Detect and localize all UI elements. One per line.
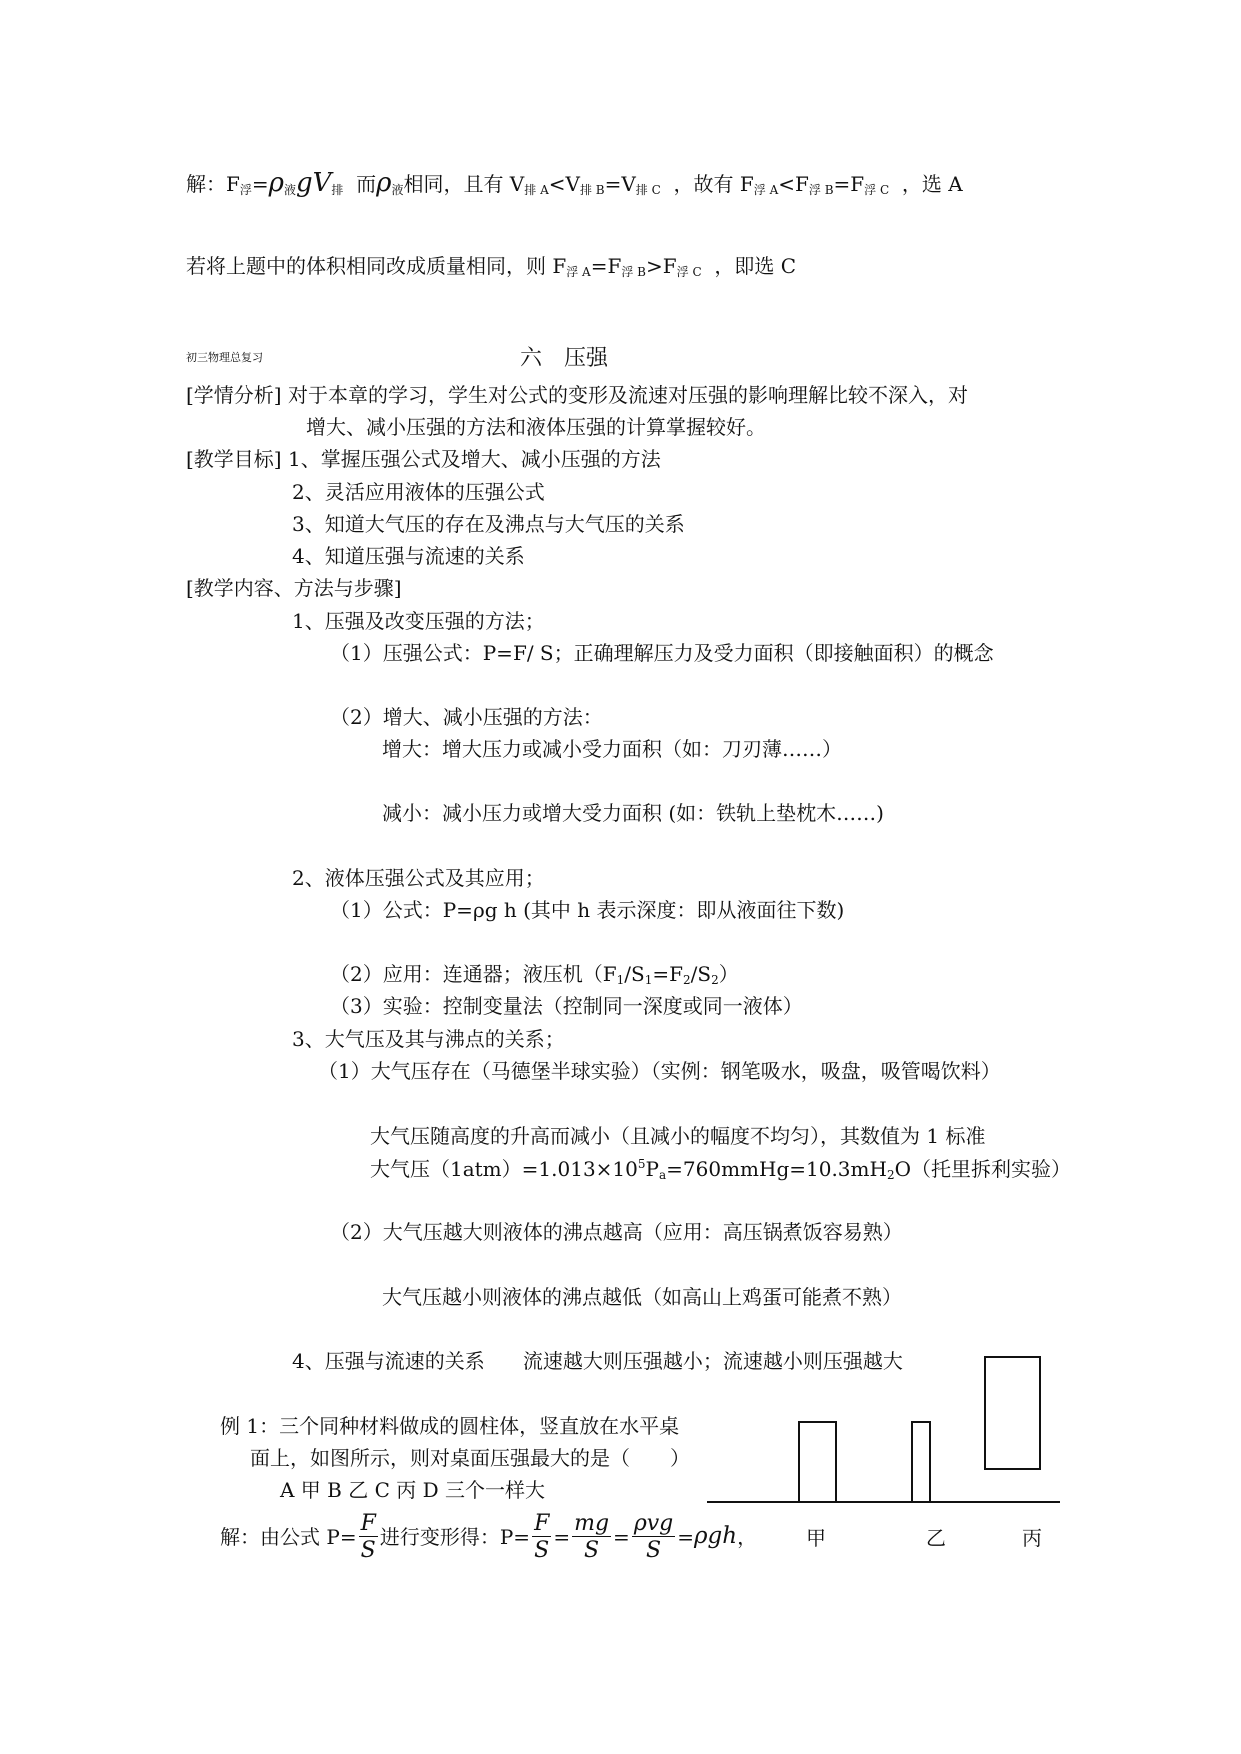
section-4: 4、压强与流速的关系 流速越大则压强越小；流速越小则压强越大 [292, 1349, 903, 1373]
figure-label-bing: 丙 [1022, 1526, 1042, 1550]
chapter-title: 六 压强 [520, 346, 609, 371]
fraction: $\frac{F}{S}$ [534, 1511, 550, 1564]
section-3-point-1b: 大气压随高度的升高而减小（且减小的幅度不均匀），其数值为 1 标准 [370, 1124, 986, 1148]
section-3-point-2: （2）大气压越大则液体的沸点越高（应用：高压锅煮饭容易熟） [330, 1220, 903, 1244]
objective-item: 2、灵活应用液体的压强公式 [292, 480, 545, 504]
page-header: 初三物理总复习 [186, 351, 263, 364]
section-2-point-2: （2）应用：连通器；液压机$(F_1/S_1=F_2/S_2)$ [330, 962, 739, 987]
section-3-point-2b: 大气压越小则液体的沸点越低（如高山上鸡蛋可能煮不熟） [382, 1285, 902, 1309]
example-1-line-1: 例 1：三个同种材料做成的圆柱体，竖直放在水平桌 [220, 1414, 680, 1438]
objectives-line-1: [教学目标] 1、掌握压强公式及增大、减小压强的方法 [186, 447, 661, 471]
fraction: $\frac{\text{ρvg}}{S}$ [633, 1511, 674, 1564]
objective-item: 3、知道大气压的存在及沸点与大气压的关系 [292, 512, 685, 536]
cylinder-yi [912, 1422, 930, 1502]
example-1-options: A 甲 B 乙 C 丙 D 三个一样大 [280, 1478, 545, 1502]
analysis-label: [学情分析] [186, 383, 282, 407]
solution-line-2: 若将上题中的体积相同改成质量相同，则 $F_{浮 A}=F_{浮 B}>F_{浮 C}$ ，即选 C [186, 254, 797, 279]
cylinder-bing [985, 1357, 1040, 1469]
section-1-increase: 增大：增大压力或减小受力面积（如：刀刃薄……） [382, 737, 842, 761]
cylinder-jia [799, 1422, 836, 1502]
objectives-label: [教学目标] [186, 447, 282, 471]
section-1-point-1: （1）压强公式：P=F/ S；正确理解压力及受力面积（即接触面积）的概念 [330, 641, 994, 665]
fraction: $\frac{F}{S}$ [360, 1511, 376, 1564]
section-2-point-1: （1）公式：P=ρg h (其中 h 表示深度：即从液面往下数) [330, 898, 845, 922]
section-1-point-2: （2）增大、减小压强的方法： [330, 705, 603, 729]
solution-line-3: 解：由公式 P= $\frac{F}{S}$ 进行变形得：P= $\frac{F}{S}$ = $\frac{mg}{S}$ = $\frac{\text{ρvg}}{S}$ = ρgh ， [220, 1511, 758, 1564]
objective-item: 4、知道压强与流速的关系 [292, 544, 525, 568]
section-3-title: 3、大气压及其与沸点的关系； [292, 1027, 565, 1051]
content-label: [教学内容、方法与步骤] [186, 576, 402, 600]
analysis-line-2: 增大、减小压强的方法和液体压强的计算掌握较好。 [306, 415, 766, 439]
section-2-point-3: （3）实验：控制变量法（控制同一深度或同一液体） [330, 994, 803, 1018]
section-3-point-1: （1）大气压存在（马德堡半球实验）（实例：钢笔吸水，吸盘，吸管喝饮料） [318, 1059, 1001, 1083]
section-3-point-1c: 大气压$(1atm)=1.013\times 10^5P_a=760mmHg=10.3mH_2O$（托里拆利实验） [370, 1157, 1071, 1182]
fraction: $\frac{mg}{S}$ [574, 1511, 610, 1564]
section-1-decrease: 减小：减小压力或增大受力面积 (如：铁轨上垫枕木……) [382, 801, 884, 825]
section-1-title: 1、压强及改变压强的方法； [292, 609, 545, 633]
section-2-title: 2、液体压强公式及其应用； [292, 866, 545, 890]
figure-label-yi: 乙 [926, 1526, 946, 1550]
analysis-line-1: [学情分析] 对于本章的学习，学生对公式的变形及流速对压强的影响理解比较不深入，对 [186, 383, 968, 407]
figure-label-jia: 甲 [806, 1526, 826, 1550]
solution-line-1: 解：$F_浮=\rho_液gV_排$ 而$\rho_液$相同，且有 $V_{排 A}<V_{排 B}=V_{排 C}$ ，故有 $F_{浮 A}<F_{浮 B}=F_{浮 C}$ ，选 A [186, 168, 963, 198]
example-1-line-2: 面上，如图所示，则对桌面压强最大的是（ ） [250, 1446, 690, 1470]
